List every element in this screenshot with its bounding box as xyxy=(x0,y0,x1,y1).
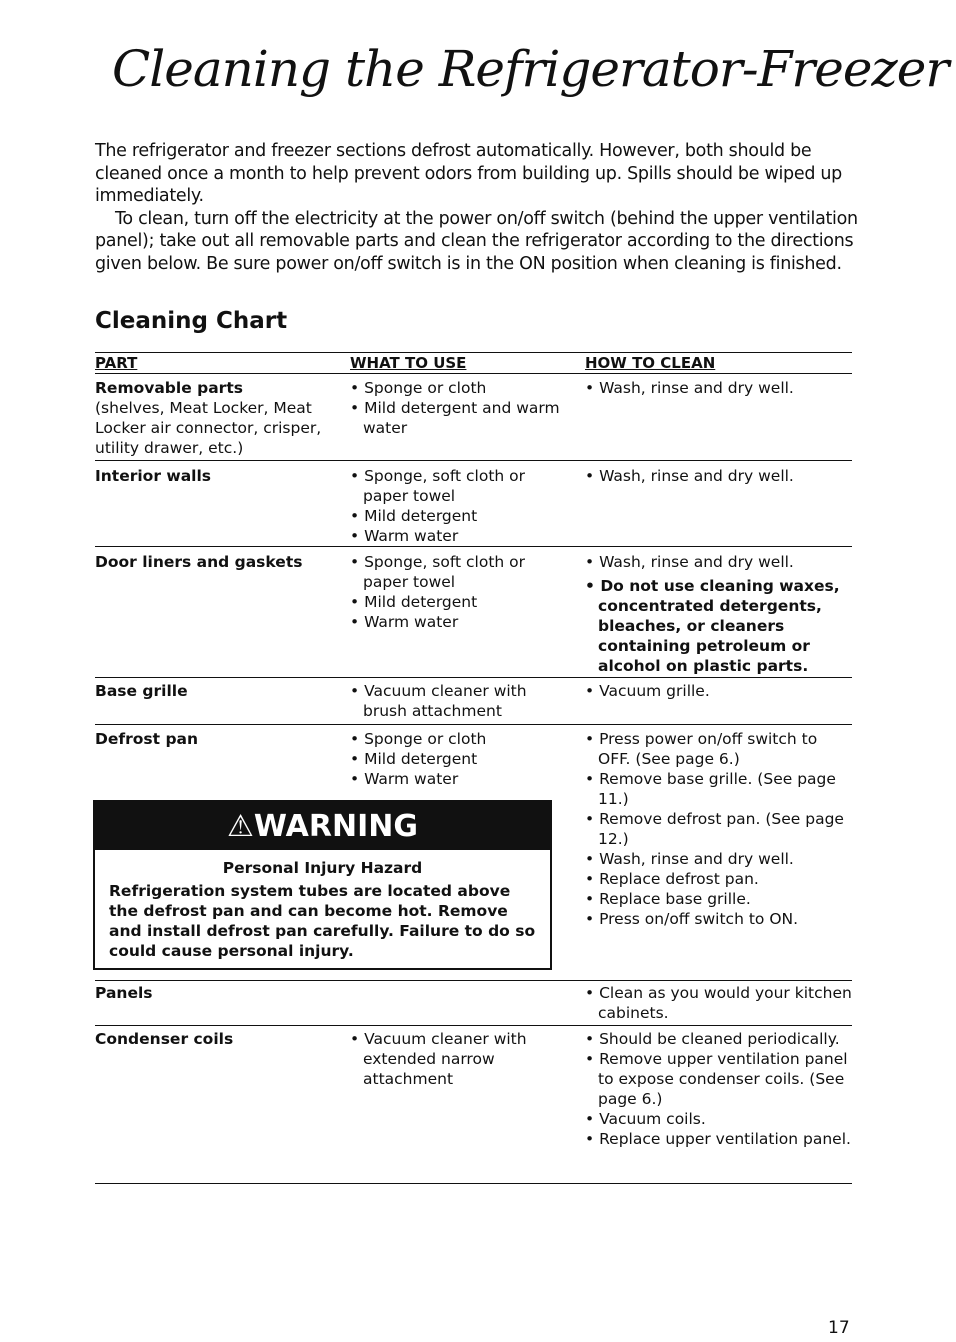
how-to-clean-cell xyxy=(585,729,853,929)
part-name: Base grille xyxy=(95,682,188,700)
warning-triangle-icon: ⚠ xyxy=(227,809,254,844)
part-cell xyxy=(95,552,335,572)
how-item: • Should be cleaned periodically. xyxy=(585,1029,853,1049)
how-item: • Wash, rinse and dry well. xyxy=(585,466,853,486)
how-item: • Remove upper ventilation panel to expose condenser coils. (See page 6.) xyxy=(585,1049,853,1109)
page-title: Cleaning the Refrigerator-Freezer xyxy=(112,40,949,98)
how-to-clean-cell xyxy=(585,552,853,676)
how-to-clean-cell xyxy=(585,983,853,1023)
warning-subtitle: Personal Injury Hazard xyxy=(222,859,423,877)
divider xyxy=(95,1183,852,1184)
divider xyxy=(95,724,852,725)
warning-label: WARNING xyxy=(253,809,418,844)
part-cell xyxy=(95,983,335,1003)
how-item: • Wash, rinse and dry well. xyxy=(585,849,853,869)
divider xyxy=(95,1025,852,1026)
use-item: • Vacuum cleaner with extended narrow attachment xyxy=(350,1029,575,1089)
use-item: • Mild detergent xyxy=(350,749,575,769)
part-note: (shelves, Meat Locker, Meat Locker air connector, crisper, utility drawer, etc.) xyxy=(95,399,322,457)
use-item: • Warm water xyxy=(350,769,575,789)
divider xyxy=(95,546,852,547)
divider xyxy=(95,677,852,678)
how-item: • Remove base grille. (See page 11.) xyxy=(585,769,853,809)
what-to-use-cell xyxy=(350,466,575,546)
use-item: • Warm water xyxy=(350,612,575,632)
use-item: • Sponge, soft cloth or paper towel xyxy=(350,552,575,592)
how-item: • Press on/off switch to ON. xyxy=(585,909,853,929)
how-to-clean-cell xyxy=(585,378,853,398)
warning-header xyxy=(95,802,550,850)
how-item: • Vacuum coils. xyxy=(585,1109,853,1129)
how-item: • Replace defrost pan. xyxy=(585,869,853,889)
warning-box xyxy=(93,800,552,970)
how-item: • Wash, rinse and dry well. xyxy=(585,378,853,398)
use-item: • Mild detergent xyxy=(350,506,575,526)
part-cell xyxy=(95,378,335,458)
intro-paragraph: The refrigerator and freezer sections defrost automatically. However, both should be cleaned once a month to help prevent odors from building up. Spills should be wiped up immediately. xyxy=(95,141,842,206)
warning-body: Refrigeration system tubes are located above the defrost pan and can become hot. Remove and install defrost pan carefully. Failure to do so could cause personal injury. xyxy=(109,882,536,960)
how-item: • Press power on/off switch to OFF. (See page 6.) xyxy=(585,729,853,769)
what-to-use-cell xyxy=(350,378,575,438)
use-item: • Mild detergent and warm water xyxy=(350,398,575,438)
how-to-clean-cell xyxy=(585,466,853,486)
intro-text xyxy=(95,140,865,275)
use-item: • Sponge or cloth xyxy=(350,729,575,749)
divider xyxy=(95,373,852,374)
part-name: Door liners and gaskets xyxy=(95,553,303,571)
part-name: Condenser coils xyxy=(95,1030,234,1048)
part-cell xyxy=(95,681,335,701)
part-name: Interior walls xyxy=(95,467,212,485)
page-number: 17 xyxy=(828,1318,850,1338)
cleaning-chart-heading: Cleaning Chart xyxy=(95,308,288,334)
part-cell xyxy=(95,729,335,749)
what-to-use-cell xyxy=(350,1029,575,1089)
how-item: • Wash, rinse and dry well. xyxy=(585,552,853,572)
what-to-use-cell xyxy=(350,552,575,632)
how-item: • Vacuum grille. xyxy=(585,681,853,701)
header-how-to-clean: HOW TO CLEAN xyxy=(585,354,716,372)
how-to-clean-cell xyxy=(585,681,853,701)
how-item: • Replace base grille. xyxy=(585,889,853,909)
part-cell xyxy=(95,466,335,486)
what-to-use-cell xyxy=(350,729,575,789)
divider xyxy=(95,352,852,353)
use-item: • Sponge, soft cloth or paper towel xyxy=(350,466,575,506)
caution-item: • Do not use cleaning waxes, concentrated detergents, bleaches, or cleaners containing petroleum or alcohol on plastic parts. xyxy=(585,576,853,676)
how-item: • Clean as you would your kitchen cabinets. xyxy=(585,983,853,1023)
intro-paragraph: To clean, turn off the electricity at the power on/off switch (behind the upper ventilation panel); take out all removable parts and clean the refrigerator according to the directions given below. Be sure power on/off switch is in the ON position when cleaning is finished. xyxy=(95,208,858,274)
part-name: Removable parts xyxy=(95,379,243,397)
use-item: • Warm water xyxy=(350,526,575,546)
divider xyxy=(95,980,852,981)
header-what-to-use: WHAT TO USE xyxy=(350,354,467,372)
part-name: Panels xyxy=(95,984,153,1002)
how-to-clean-cell xyxy=(585,1029,853,1149)
how-item: • Remove defrost pan. (See page 12.) xyxy=(585,809,853,849)
use-item: • Sponge or cloth xyxy=(350,378,575,398)
what-to-use-cell xyxy=(350,681,575,721)
part-cell xyxy=(95,1029,335,1049)
use-item: • Vacuum cleaner with brush attachment xyxy=(350,681,575,721)
part-name: Defrost pan xyxy=(95,730,199,748)
use-item: • Mild detergent xyxy=(350,592,575,612)
how-item: • Replace upper ventilation panel. xyxy=(585,1129,853,1149)
header-part: PART xyxy=(95,354,138,372)
divider xyxy=(95,460,852,461)
